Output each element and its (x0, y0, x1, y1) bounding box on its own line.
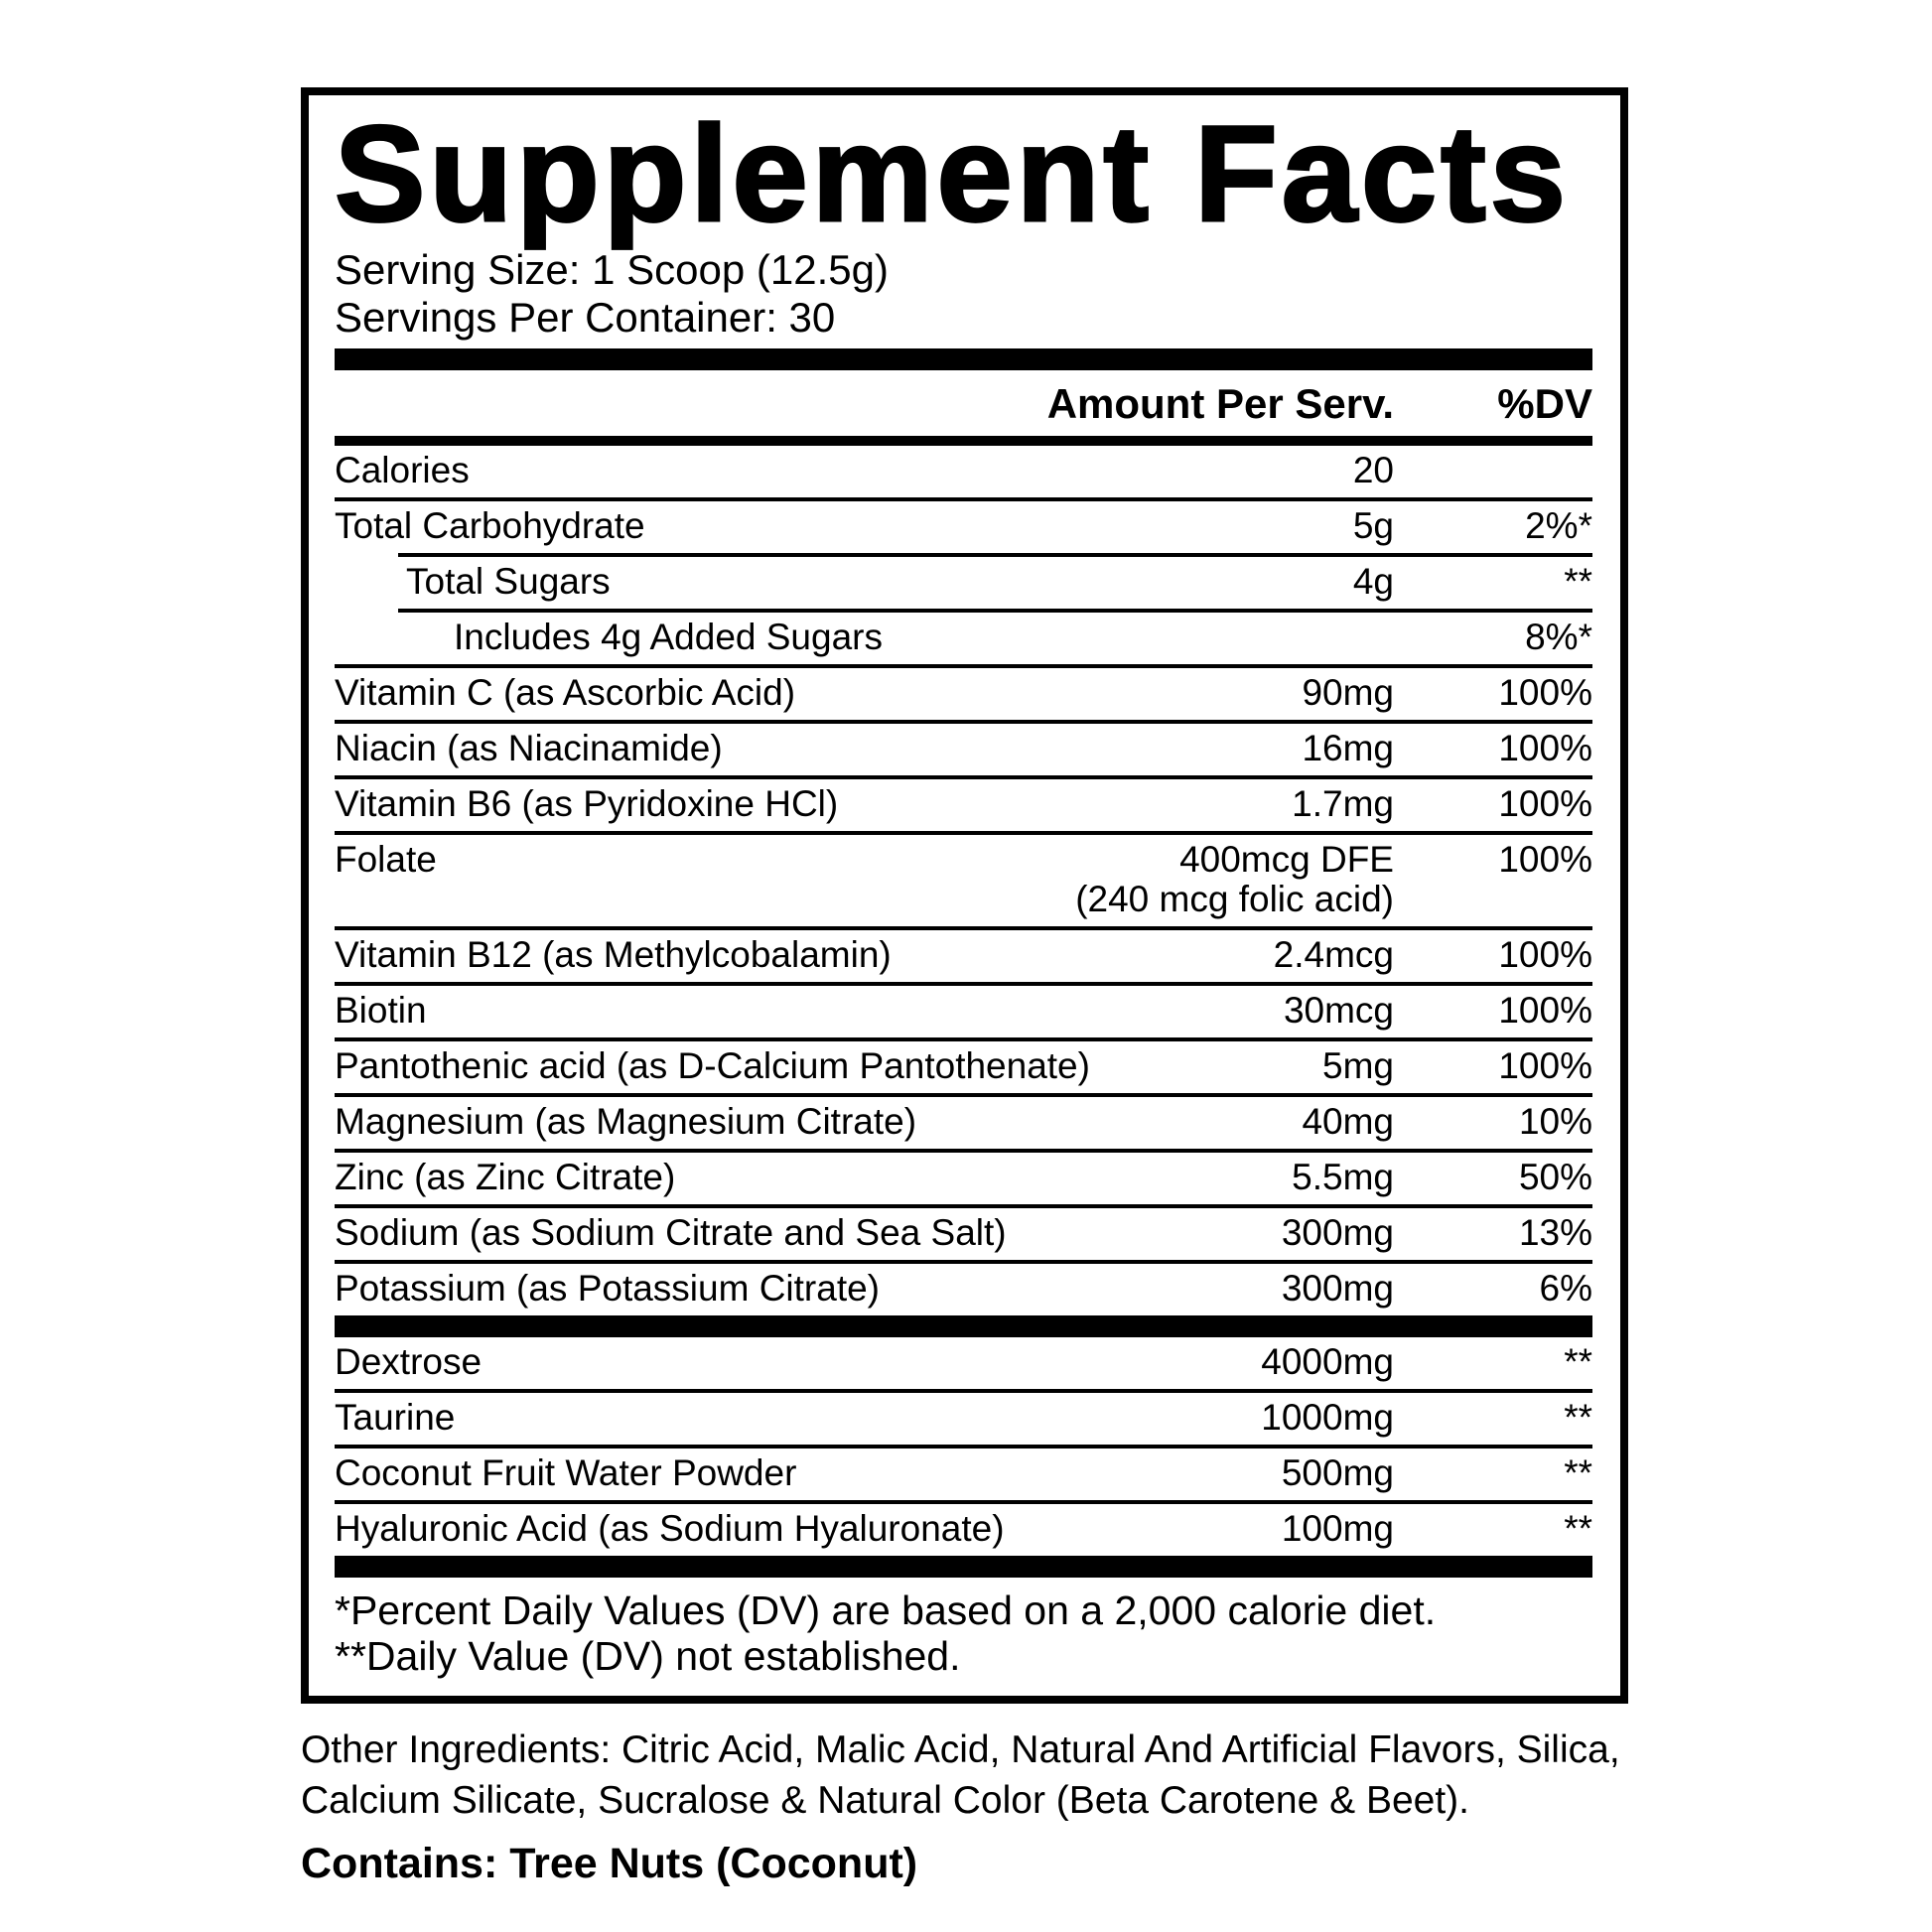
nutrient-dv: 100% (1498, 728, 1592, 769)
table-row (335, 986, 1592, 1037)
divider-bar-top (335, 348, 1592, 370)
nutrient-dv: 100% (1498, 1044, 1592, 1086)
nutrient-dv: 50% (1518, 1156, 1592, 1197)
facts-box (301, 87, 1628, 1704)
nutrient-amount: 300mg (1281, 1211, 1394, 1253)
nutrient-dv: 100% (1498, 783, 1592, 825)
nutrient-name: Pantothenic acid (as D-Calcium Pantothenate) (335, 1044, 1090, 1086)
nutrient-dv: 8%* (1525, 617, 1592, 658)
nutrient-amount: 5mg (1322, 1044, 1394, 1086)
nutrient-amount: 16mg (1302, 728, 1394, 769)
nutrient-amount: 5g (1352, 505, 1394, 547)
table-row (335, 1264, 1592, 1315)
table-row (335, 557, 1592, 609)
nutrient-name: Zinc (as Zinc Citrate) (335, 1156, 676, 1197)
table-row (335, 1337, 1592, 1389)
nutrient-name: Includes 4g Added Sugars (454, 617, 883, 658)
footnotes (335, 1578, 1592, 1684)
amount-per-serving-header: Amount Per Serv. (1046, 380, 1394, 428)
table-row (335, 835, 1592, 926)
table-row (335, 1449, 1592, 1500)
footnote-dv-not-established: **Daily Value (DV) not established. (335, 1633, 961, 1680)
nutrient-name: Taurine (335, 1396, 456, 1438)
nutrient-amount: 20 (1352, 450, 1394, 491)
table-row (335, 930, 1592, 982)
nutrient-name: Total Carbohydrate (335, 505, 645, 547)
nutrient-name: Vitamin B6 (as Pyridoxine HCl) (335, 783, 839, 825)
nutrient-amount: 100mg (1281, 1507, 1394, 1549)
nutrient-amount: 1000mg (1261, 1396, 1394, 1438)
nutrient-amount: 5.5mg (1292, 1156, 1394, 1197)
table-row (335, 1393, 1592, 1445)
header-divider-bar (335, 436, 1592, 446)
other-actives-table (335, 1337, 1592, 1556)
nutrient-amount: 30mcg (1283, 990, 1394, 1032)
nutrient-amount: 1.7mg (1292, 783, 1394, 825)
table-row (335, 1153, 1592, 1204)
nutrient-name: Vitamin C (as Ascorbic Acid) (335, 672, 796, 714)
table-header (335, 370, 1592, 436)
nutrient-amount: 4g (1352, 561, 1394, 603)
nutrient-name: Folate (335, 839, 437, 881)
divider-bar-middle (335, 1315, 1592, 1337)
nutrient-dv: ** (1564, 561, 1592, 603)
nutrient-name: Sodium (as Sodium Citrate and Sea Salt) (335, 1211, 1007, 1253)
nutrient-dv: ** (1564, 1340, 1592, 1382)
nutrient-amount: 400mcg DFE (240 mcg folic acid) (1075, 839, 1394, 920)
nutrient-dv: 100% (1498, 839, 1592, 881)
nutrient-name: Dextrose (335, 1340, 483, 1382)
percent-dv-header: %DV (1497, 380, 1592, 428)
nutrient-dv: 2%* (1525, 505, 1592, 547)
footnote-daily-values: *Percent Daily Values (DV) are based on a 2,000 calorie diet. (335, 1587, 1437, 1633)
nutrient-name: Calories (335, 450, 470, 491)
servings-per-container: Servings Per Container: 30 (335, 293, 836, 341)
nutrient-name: Biotin (335, 990, 427, 1032)
nutrient-name: Magnesium (as Magnesium Citrate) (335, 1100, 917, 1142)
divider-bar-bottom (335, 1556, 1592, 1578)
nutrient-name: Total Sugars (406, 561, 611, 603)
nutrient-dv: 13% (1518, 1211, 1592, 1253)
nutrient-dv: 6% (1539, 1267, 1592, 1309)
label-title: Supplement Facts (335, 98, 1570, 250)
nutrient-dv: 100% (1498, 934, 1592, 976)
nutrient-table (335, 446, 1592, 1314)
other-ingredients: Other Ingredients: Citric Acid, Malic Acid, Natural And Artificial Flavors, Silica, Calcium Silicate, Sucralose & Natural Color (Beta Carotene & Beet). (301, 1728, 1620, 1822)
nutrient-amount: 300mg (1281, 1267, 1394, 1309)
nutrient-dv: ** (1564, 1396, 1592, 1438)
table-row (335, 1041, 1592, 1093)
table-row (335, 668, 1592, 720)
contains-statement: Contains: Tree Nuts (Coconut) (301, 1840, 918, 1888)
nutrient-name: Coconut Fruit Water Powder (335, 1451, 797, 1493)
nutrient-name: Potassium (as Potassium Citrate) (335, 1267, 881, 1309)
nutrient-amount: 90mg (1302, 672, 1394, 714)
nutrient-amount: 2.4mcg (1273, 934, 1394, 976)
nutrient-amount: 4000mg (1261, 1340, 1394, 1382)
table-row (335, 501, 1592, 553)
supplement-label (301, 87, 1691, 1888)
table-row (335, 1097, 1592, 1149)
table-row (335, 613, 1592, 664)
table-row (335, 1504, 1592, 1556)
nutrient-amount-secondary: (240 mcg folic acid) (1075, 879, 1394, 920)
table-row (335, 724, 1592, 775)
nutrient-dv: ** (1564, 1507, 1592, 1549)
table-row (335, 446, 1592, 497)
nutrient-dv: 100% (1498, 990, 1592, 1032)
table-row (335, 779, 1592, 831)
nutrient-dv: 100% (1498, 672, 1592, 714)
nutrient-dv: 10% (1518, 1100, 1592, 1142)
nutrient-name: Vitamin B12 (as Methylcobalamin) (335, 934, 892, 976)
nutrient-dv: ** (1564, 1451, 1592, 1493)
nutrient-amount: 500mg (1281, 1451, 1394, 1493)
serving-size: Serving Size: 1 Scoop (12.5g) (335, 245, 889, 293)
nutrient-name: Niacin (as Niacinamide) (335, 728, 723, 769)
nutrient-name: Hyaluronic Acid (as Sodium Hyaluronate) (335, 1507, 1005, 1549)
table-row (335, 1208, 1592, 1260)
nutrient-amount: 40mg (1302, 1100, 1394, 1142)
